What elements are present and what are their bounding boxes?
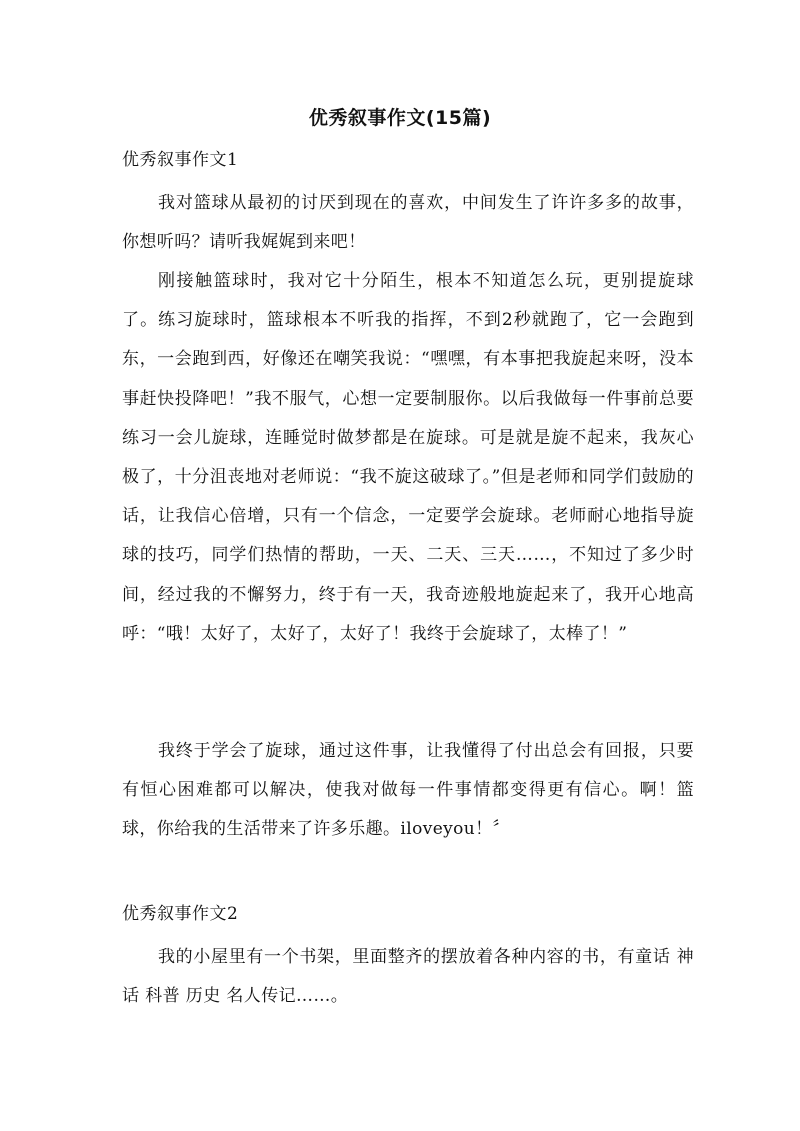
paragraph-2-1: 我的小屋里有一个书架，里面整齐的摆放着各种内容的书，有童话 神话 科普 历史 名人传记……。 — [122, 947, 694, 1007]
paragraph-1-3: 我终于学会了旋球，通过这件事，让我懂得了付出总会有回报，只要有恒心困难都可以解决，使我对做每一件事情都变得更有信心。啊！篮球，你给我的生活带来了许多乐趣。iloveyou！〞 — [122, 741, 694, 840]
document-title: 优秀叙事作文(15篇) — [308, 107, 492, 129]
paragraph-1-1: 我对篮球从最初的讨厌到现在的喜欢，中间发生了许许多多的故事，你想听吗？请听我娓娓到来吧！ — [122, 193, 694, 253]
section-heading-1: 优秀叙事作文1 — [122, 150, 239, 170]
paragraph-1-2: 刚接触篮球时，我对它十分陌生，根本不知道怎么玩，更别提旋球了。练习旋球时，篮球根本不听我的指挥，不到2秒就跑了，它一会跑到东，一会跑到西，好像还在嘲笑我说：“嘿嘿，有本事把我旋起来呀，没本事赶快投降吧！”我不服气，心想一定要制服你。以后我做每一件事前总要练习一会儿旋球，连睡觉时做梦都是在旋球。可是就是旋不起来，我灰心极了，十分沮丧地对老师说：“我不旋这破球了。”但是老师和同学们鼓励的话，让我信心倍增，只有一个信念，一定要学会旋球。老师耐心地指导旋球的技巧，同学们热情的帮助，一天、二天、三天……，不知过了多少时间，经过我的不懈努力，终于有一天，我奇迹般地旋起来了，我开心地高呼：“哦！太好了，太好了，太好了！我终于会旋球了，太棒了！” — [122, 271, 694, 644]
section-heading-2: 优秀叙事作文2 — [122, 904, 239, 924]
